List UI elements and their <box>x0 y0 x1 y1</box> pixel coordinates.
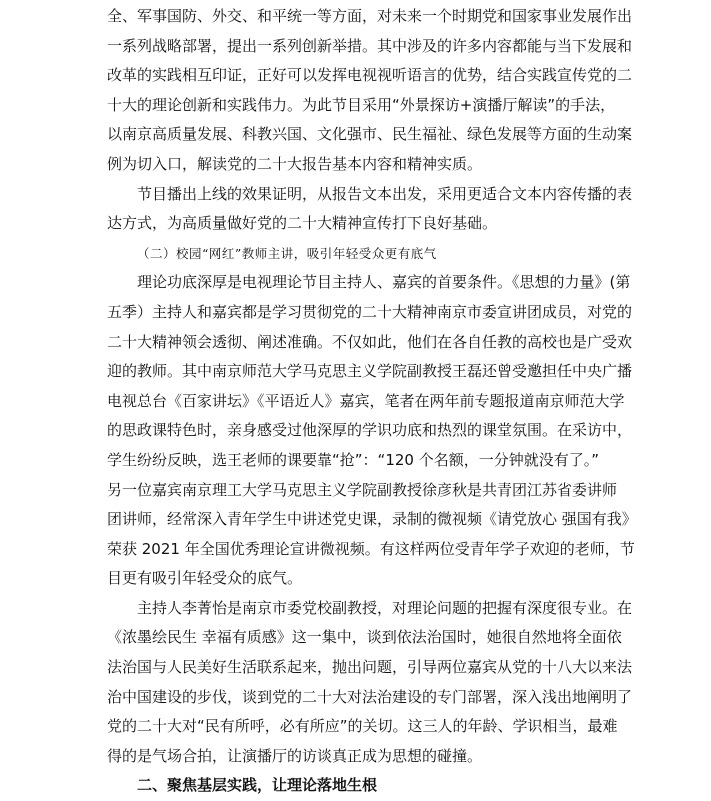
paragraph-line: 二十大精神领会透彻、阐述准确。不仅如此，他们在各自任教的高校也是广受欢 <box>107 332 633 351</box>
paragraph-line: 全、军事国防、外交、和平统一等方面，对未来一个时期党和国家事业发展作出 <box>107 7 633 25</box>
paragraph-line: 迎的教师。其中南京师范大学马克思主义学院副教授王磊还曾受邀担任中央广播 <box>107 362 633 381</box>
document-page <box>107 0 637 801</box>
paragraph-line: 主持人李菁怡是南京市委党校副教授，对理论问题的把握有深度很专业。在 <box>137 598 633 617</box>
paragraph-line: 例为切入口，解读党的二十大报告基本内容和精神实质。 <box>107 154 483 173</box>
paragraph-line: 法治国与人民美好生活联系起来，抛出问题，引导两位嘉宾从党的十八大以来法 <box>107 658 633 677</box>
paragraph-line: 理论功底深厚是电视理论节目主持人、嘉宾的首要条件。《思想的力量》(第 <box>137 273 631 292</box>
paragraph-line: 团讲师，经常深入青年学生中讲述党史课，录制的微视频《请党放心 强国有我》 <box>107 510 637 529</box>
paragraph-line: 党的二十大对“民有所呼，必有所应”的关切。这三人的年龄、学识相当，最难 <box>107 717 618 736</box>
paragraph-line: 得的是气场合拍，让演播厅的访谈真正成为思想的碰撞。 <box>107 746 483 765</box>
paragraph-line: 一系列战略部署，提出一系列创新举措。其中涉及的许多内容都能与当下发展和 <box>107 36 633 55</box>
paragraph-line: 治中国建设的步伐，谈到党的二十大对法治建设的专门部署，深入浅出地阐明了 <box>107 687 633 706</box>
paragraph-line: 五季）主持人和嘉宾都是学习贯彻党的二十大精神南京市委宣讲团成员，对党的 <box>107 302 633 321</box>
paragraph-line: 的思政课特色时，亲身感受过他深厚的学识功底和热烈的课堂氛围。在采访中， <box>107 421 633 440</box>
section-subheading: （二）校园“网红”教师主讲，吸引年轻受众更有底气 <box>137 245 437 261</box>
paragraph-line: 节目播出上线的效果证明，从报告文本出发，采用更适合文本内容传播的表 <box>137 184 633 203</box>
paragraph-line: 达方式，为高质量做好党的二十大精神宣传打下良好基础。 <box>107 214 498 233</box>
section-heading: 二、聚焦基层实践，让理论落地生根 <box>137 776 378 795</box>
paragraph-line: 《浓墨绘民生 幸福有质感》这一集中，谈到依法治国时，她很自然地将全面依 <box>107 628 622 647</box>
paragraph-line: 荣获 2021 年全国优秀理论宣讲微视频。有这样两位受青年学子欢迎的老师，节 <box>107 539 635 558</box>
paragraph-line: 电视总台《百家讲坛》《平语近人》嘉宾，笔者在两年前专题报道南京师范大学 <box>107 391 625 410</box>
paragraph-line: 以南京高质量发展、科教兴国、文化强市、民生福祉、绿色发展等方面的生动案 <box>107 125 633 144</box>
paragraph-line: 十大的理论创新和实践伟力。为此节目采用“外景探访+演播厅解读”的手法， <box>107 95 616 114</box>
paragraph-line: 目更有吸引年轻受众的底气。 <box>107 569 303 588</box>
paragraph-line: 改革的实践相互印证，正好可以发挥电视视听语言的优势，结合实践宣传党的二 <box>107 66 633 85</box>
paragraph-line: 学生纷纷反映，选王老师的课要靠“抢”：“120 个名额，一分钟就没有了。” <box>107 450 599 469</box>
paragraph-line: 另一位嘉宾南京理工大学马克思主义学院副教授徐彦秋是共青团江苏省委讲师 <box>107 480 618 499</box>
